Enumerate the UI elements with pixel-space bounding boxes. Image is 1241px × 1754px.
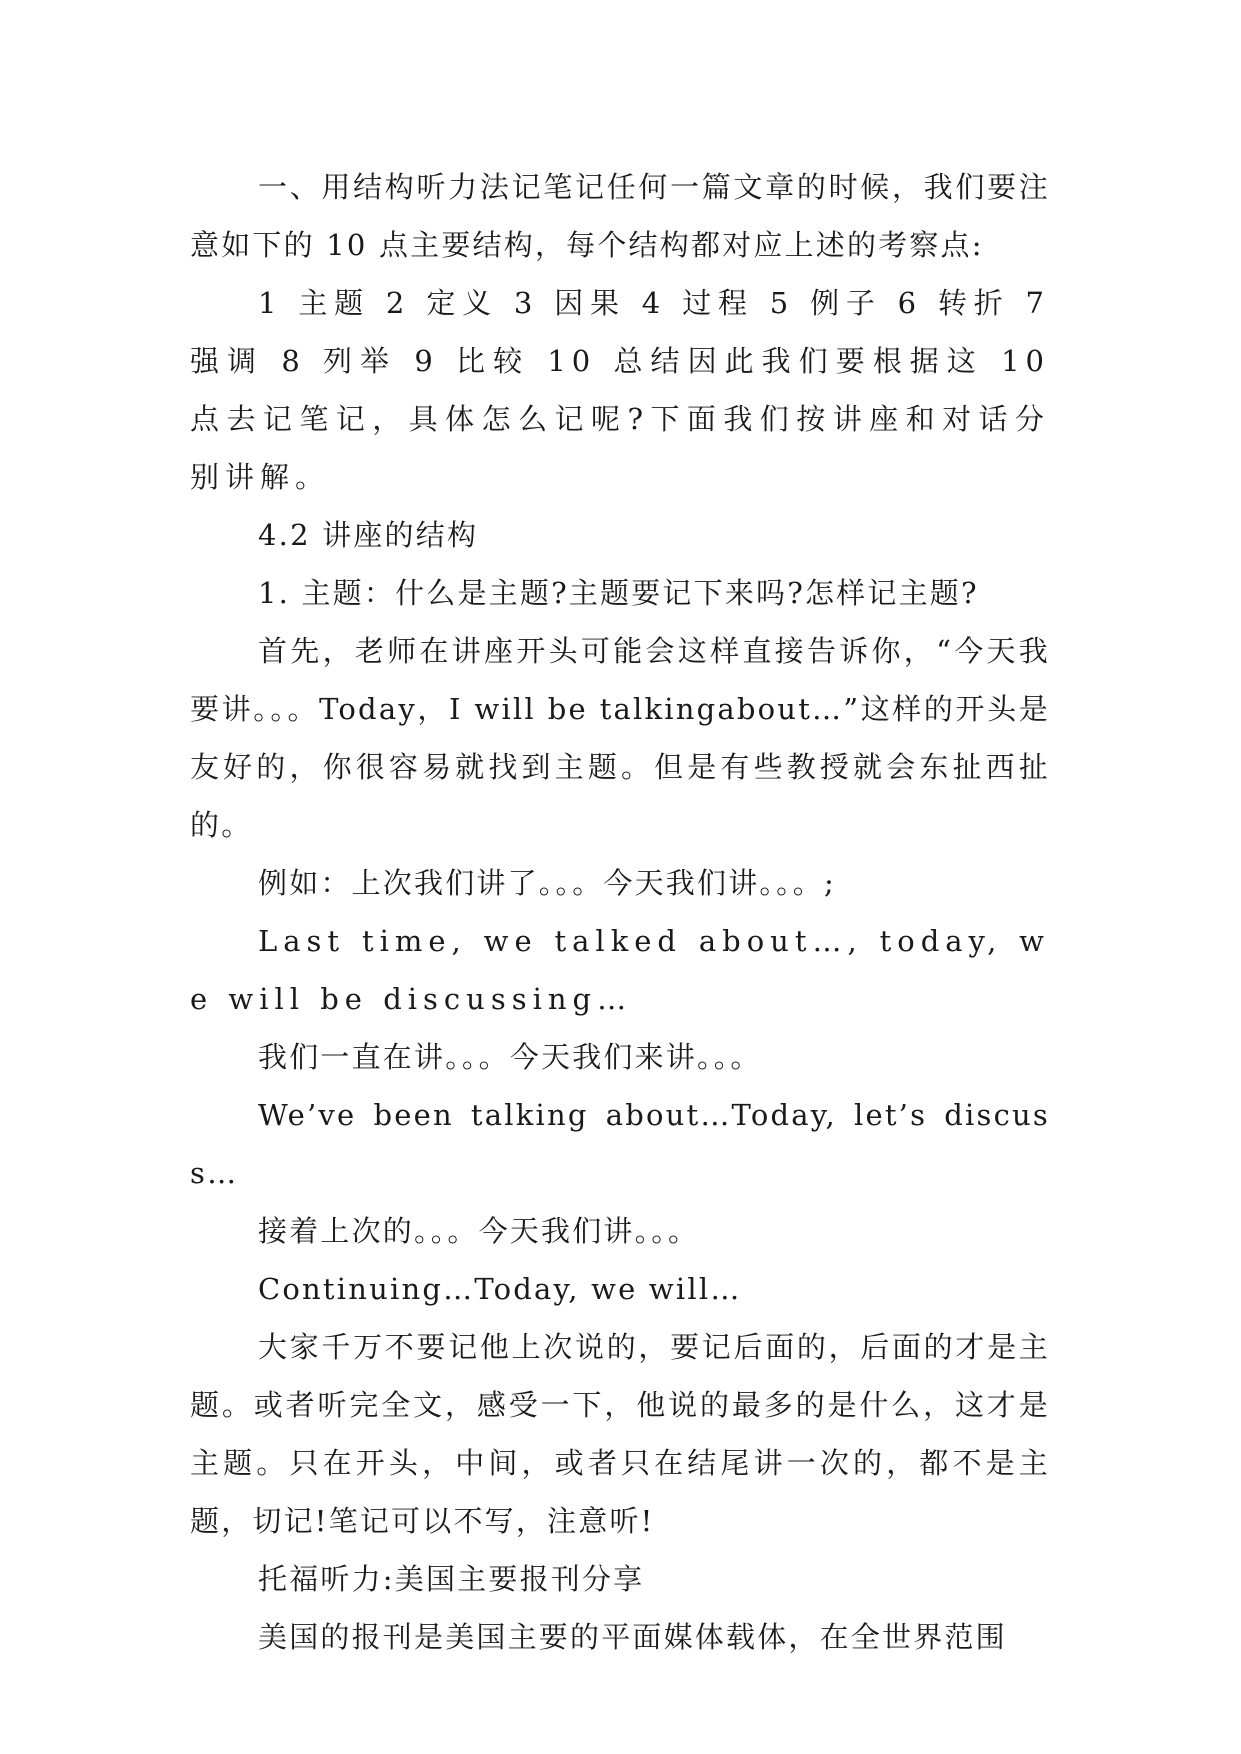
- paragraph-example-en-1: Last time, we talked about…, today, we will be discussing…: [190, 924, 1050, 1016]
- section-heading-toefl-newspapers: 托福听力:美国主要报刊分享: [258, 1562, 645, 1596]
- paragraph-topic-advice: 大家千万不要记他上次说的，要记后面的，后面的才是主题。或者听完全文，感受一下，他说的最多的是什么，这才是主题。只在开头，中间，或者只在结尾讲一次的，都不是主题，切记!笔记可以不写，注意听!: [190, 1330, 1050, 1538]
- paragraph-newspapers-intro: 美国的报刊是美国主要的平面媒体载体，在全世界范围: [258, 1620, 1007, 1654]
- paragraph-ten-points-list: 1 主题 2 定义 3 因果 4 过程 5 例子 6 转折 7 强调 8 列举 9 比较 10 总结因此我们要根据这 10 点去记笔记，具体怎么记呢?下面我们按讲座和对话分别讲解。: [190, 286, 1050, 494]
- paragraph-example-en-3: Continuing…Today, we will…: [258, 1272, 742, 1306]
- list-item-topic: 1. 主题：什么是主题?主题要记下来吗?怎样记主题?: [258, 576, 979, 610]
- paragraph-example-en-2: We’ve been talking about…Today, let’s discuss…: [190, 1098, 1050, 1190]
- paragraph-structure-intro: 一、用结构听力法记笔记任何一篇文章的时候，我们要注意如下的 10 点主要结构，每个结构都对应上述的考察点:: [190, 170, 1050, 262]
- paragraph-example-cn-1: 例如：上次我们讲了。。。今天我们讲。。。;: [258, 866, 836, 900]
- paragraph-example-cn-2: 我们一直在讲。。。今天我们来讲。。。: [258, 1040, 762, 1074]
- paragraph-example-cn-3: 接着上次的。。。今天我们讲。。。: [258, 1214, 700, 1248]
- section-heading-lecture-structure: 4.2 讲座的结构: [258, 518, 479, 552]
- document-body: [190, 158, 1050, 1666]
- paragraph-topic-explanation: 首先，老师在讲座开头可能会这样直接告诉你，“今天我要讲。。。Today，I will be talkingabout…”这样的开头是友好的，你很容易就找到主题。但是有些教授就会东扯西扯的。: [190, 634, 1050, 842]
